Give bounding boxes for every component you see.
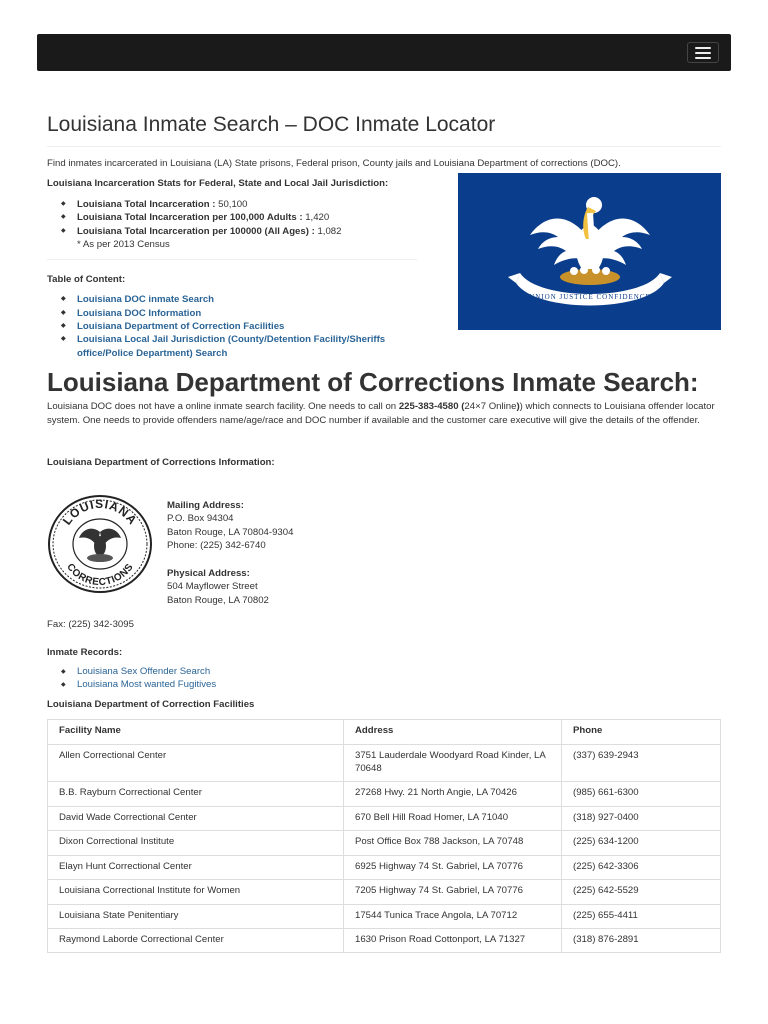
facility-name: Dixon Correctional Institute (48, 831, 344, 855)
toc-link-facilities[interactable]: ◆ Louisiana Department of Correction Facilities (61, 320, 421, 333)
facility-address: 7205 Highway 74 St. Gabriel, LA 70776 (344, 880, 562, 904)
facility-name: Louisiana State Penitentiary (48, 904, 344, 928)
physical-address-line: Baton Rouge, LA 70802 (167, 594, 269, 606)
intro-text: Find inmates incarcerated in Louisiana (LA) State prisons, Federal prison, County jails and Louisiana Department of corrections (DOC). (47, 158, 621, 169)
list-item: ◆ Louisiana Total Incarceration : 50,100 (61, 198, 721, 211)
facility-phone: (318) 876-2891 (562, 928, 721, 952)
facility-address: Post Office Box 788 Jackson, LA 70748 (344, 831, 562, 855)
facility-phone: (225) 634-1200 (562, 831, 721, 855)
facility-name: Allen Correctional Center (48, 744, 344, 782)
toc-link-doc-info[interactable]: ◆ Louisiana DOC Information (61, 307, 421, 320)
facility-address: 27268 Hwy. 21 North Angie, LA 70426 (344, 782, 562, 806)
svg-text:CORRECTIONS: CORRECTIONS (64, 561, 136, 589)
column-header-phone: Phone (562, 720, 721, 744)
stats-heading: Louisiana Incarceration Stats for Federal, State and Local Jail Jurisdiction: (47, 178, 389, 189)
list-item: ◆ Louisiana Total Incarceration per 100,000 Adults : 1,420 (61, 211, 721, 224)
hamburger-bar-icon (695, 57, 711, 59)
svg-text:LOUISIANA: LOUISIANA (59, 497, 141, 528)
facility-address: 670 Bell Hill Road Homer, LA 71040 (344, 806, 562, 830)
physical-address-line: 504 Mayflower Street (167, 581, 258, 593)
facility-name: Elayn Hunt Correctional Center (48, 855, 344, 879)
table-row (48, 928, 721, 952)
table-row (48, 855, 721, 879)
main-content (47, 110, 721, 953)
table-header-row (48, 720, 721, 744)
facility-address: 17544 Tunica Trace Angola, LA 70712 (344, 904, 562, 928)
facility-name: Raymond Laborde Correctional Center (48, 928, 344, 952)
facility-name: Louisiana Correctional Institute for Women (48, 880, 344, 904)
facilities-heading: Louisiana Department of Correction Facilities (47, 699, 255, 711)
facility-address: 1630 Prison Road Cottonport, LA 71327 (344, 928, 562, 952)
doc-info-block (47, 490, 721, 638)
column-header-address: Address (344, 720, 562, 744)
most-wanted-link[interactable]: ◆ Louisiana Most wanted Fugitives (61, 679, 721, 692)
table-row (48, 744, 721, 782)
facility-phone: (225) 642-3306 (562, 855, 721, 879)
doc-search-text: Louisiana DOC does not have a online inmate search facility. One needs to call on 225-383-4580 (24×7 Online)) which connects to Louisiana offender locator system. One needs to provide offenders name/age/race and DOC number if available and the customer care executive will give the details of the offender. (47, 401, 715, 426)
list-item: ◆ Louisiana Total Incarceration per 100000 (All Ages) : 1,082 (61, 225, 721, 238)
doc-search-heading: Louisiana Department of Corrections Inmate Search: (47, 367, 699, 398)
mailing-address-label: Mailing Address: (167, 500, 244, 512)
menu-toggle-button[interactable] (687, 42, 719, 63)
hamburger-bar-icon (695, 52, 711, 54)
phone-number: 225-383-4580 ( (398, 401, 465, 413)
hamburger-bar-icon (695, 47, 711, 49)
table-row (48, 806, 721, 830)
facility-phone: (318) 927-0400 (562, 806, 721, 830)
table-row (48, 831, 721, 855)
address-block (167, 499, 293, 607)
inmate-records-heading: Inmate Records: (47, 647, 123, 659)
louisiana-flag-image (458, 173, 721, 330)
toc-heading: Table of Content: (47, 274, 126, 286)
table-row (48, 904, 721, 928)
page-title: Louisiana Inmate Search – DOC Inmate Locator (47, 110, 721, 147)
facility-name: David Wade Correctional Center (48, 806, 344, 830)
facility-name: B.B. Rayburn Correctional Center (48, 782, 344, 806)
sex-offender-search-link[interactable]: ◆ Louisiana Sex Offender Search (61, 666, 721, 679)
facility-address: 3751 Lauderdale Woodyard Road Kinder, LA 70648 (344, 744, 562, 782)
facility-phone: (225) 642-5529 (562, 880, 721, 904)
divider (47, 259, 417, 260)
fax-number: Fax: (225) 342-3095 (47, 619, 134, 631)
physical-address-label: Physical Address: (167, 567, 250, 579)
facility-address: 6925 Highway 74 St. Gabriel, LA 70776 (344, 855, 562, 879)
column-header-facility: Facility Name (48, 720, 344, 744)
facility-phone: (337) 639-2943 (562, 744, 721, 782)
toc-link-doc-search[interactable]: ◆ Louisiana DOC inmate Search (61, 293, 421, 306)
table-row (48, 880, 721, 904)
table-row (48, 782, 721, 806)
svg-text:UNION JUSTICE CONFIDENCE: UNION JUSTICE CONFIDENCE (529, 293, 651, 301)
toc-link-local-jail[interactable]: ◆ Louisiana Local Jail Jurisdiction (County/Detention Facility/Sheriffs office/Police Department) Search (61, 333, 421, 360)
phone-line: Phone: (225) 342-6740 (167, 540, 266, 552)
pelican-icon (458, 173, 721, 330)
corrections-seal-icon (47, 494, 153, 594)
records-links (61, 666, 721, 691)
stats-list (61, 198, 721, 238)
doc-info-heading: Louisiana Department of Corrections Information: (47, 457, 275, 469)
facility-phone: (985) 661-6300 (562, 782, 721, 806)
navbar (37, 34, 731, 71)
census-note: * As per 2013 Census (77, 239, 170, 251)
facilities-table (47, 719, 721, 953)
mailing-address-line: P.O. Box 94304 (167, 513, 234, 525)
mailing-address-line: Baton Rouge, LA 70804-9304 (167, 526, 294, 538)
facility-phone: (225) 655-4411 (562, 904, 721, 928)
